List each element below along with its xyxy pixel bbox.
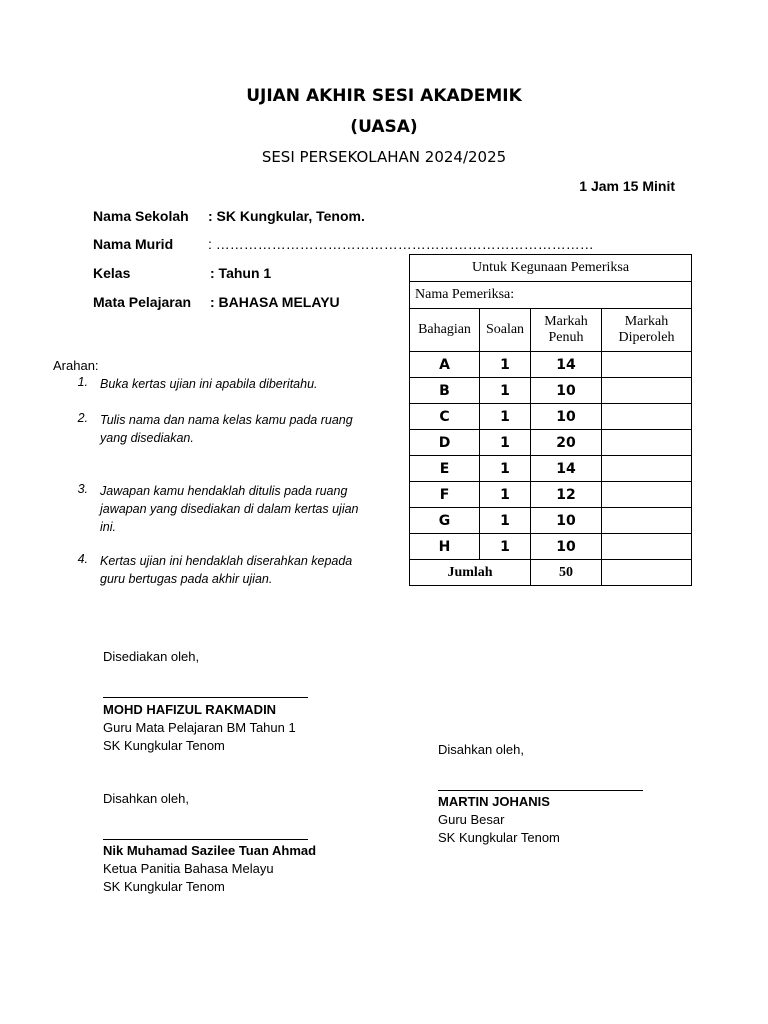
table-row bbox=[410, 378, 692, 404]
student-name-field[interactable]: : ……………………………………………………………………… bbox=[208, 236, 594, 252]
marks-obtained-cell[interactable] bbox=[602, 378, 692, 404]
table-row bbox=[410, 482, 692, 508]
section-cell: D bbox=[410, 430, 480, 456]
total-marks-obtained[interactable] bbox=[602, 560, 692, 586]
exam-subtitle: (UASA) bbox=[350, 117, 418, 137]
full-marks-cell: 10 bbox=[531, 404, 602, 430]
section-cell: G bbox=[410, 508, 480, 534]
section-cell: E bbox=[410, 456, 480, 482]
section-cell: H bbox=[410, 534, 480, 560]
examiner-table-title: Untuk Kegunaan Pemeriksa bbox=[410, 255, 692, 282]
headmaster-heading: Disahkan oleh, bbox=[438, 742, 524, 757]
examiner-name-field[interactable]: Nama Pemeriksa: bbox=[410, 282, 692, 309]
verified-by-org: SK Kungkular Tenom bbox=[103, 879, 225, 894]
instruction-number: 3. bbox=[77, 482, 88, 496]
school-value: : SK Kungkular, Tenom. bbox=[208, 208, 365, 224]
question-cell: 1 bbox=[480, 482, 531, 508]
class-label: Kelas bbox=[93, 265, 131, 281]
examiner-marks-table bbox=[409, 254, 692, 586]
marks-obtained-cell[interactable] bbox=[602, 352, 692, 378]
instruction-item: Tulis nama dan nama kelas kamu pada ruang yang disediakan. bbox=[100, 413, 353, 445]
full-marks-cell: 14 bbox=[531, 352, 602, 378]
question-cell: 1 bbox=[480, 534, 531, 560]
headmaster-org: SK Kungkular Tenom bbox=[438, 830, 560, 845]
full-marks-cell: 10 bbox=[531, 378, 602, 404]
table-row bbox=[410, 534, 692, 560]
instruction-number: 2. bbox=[77, 411, 88, 425]
full-marks-cell: 12 bbox=[531, 482, 602, 508]
exam-title: UJIAN AKHIR SESI AKADEMIK bbox=[246, 86, 522, 106]
marks-obtained-cell[interactable] bbox=[602, 404, 692, 430]
section-cell: A bbox=[410, 352, 480, 378]
question-cell: 1 bbox=[480, 404, 531, 430]
full-marks-cell: 14 bbox=[531, 456, 602, 482]
column-header-full-marks: Markah Penuh bbox=[531, 309, 602, 352]
prepared-by-heading: Disediakan oleh, bbox=[103, 649, 200, 664]
session-label: SESI PERSEKOLAHAN 2024/2025 bbox=[261, 148, 507, 166]
instruction-item: Jawapan kamu hendaklah ditulis pada ruang jawapan yang disediakan di dalam kertas ujian ini. bbox=[100, 484, 359, 534]
question-cell: 1 bbox=[480, 378, 531, 404]
column-header-section: Bahagian bbox=[410, 309, 480, 352]
verified-by-role: Ketua Panitia Bahasa Melayu bbox=[103, 861, 274, 876]
marks-obtained-cell[interactable] bbox=[602, 508, 692, 534]
column-header-question: Soalan bbox=[480, 309, 531, 352]
exam-duration: 1 Jam 15 Minit bbox=[579, 178, 675, 194]
headmaster-signature-line bbox=[438, 790, 643, 791]
question-cell: 1 bbox=[480, 456, 531, 482]
subject-value: : BAHASA MELAYU bbox=[210, 294, 340, 310]
section-cell: C bbox=[410, 404, 480, 430]
instruction-item: Buka kertas ujian ini apabila diberitahu. bbox=[100, 377, 318, 391]
instructions-heading: Arahan: bbox=[53, 358, 99, 373]
question-cell: 1 bbox=[480, 508, 531, 534]
column-header-marks-obtained: Markah Diperoleh bbox=[602, 309, 692, 352]
marks-obtained-cell[interactable] bbox=[602, 430, 692, 456]
full-marks-cell: 20 bbox=[531, 430, 602, 456]
table-row bbox=[410, 352, 692, 378]
total-row bbox=[410, 560, 692, 586]
section-cell: F bbox=[410, 482, 480, 508]
verified-by-signature-line bbox=[103, 839, 308, 840]
total-full-marks: 50 bbox=[531, 560, 602, 586]
marks-obtained-cell[interactable] bbox=[602, 534, 692, 560]
prepared-by-name: MOHD HAFIZUL RAKMADIN bbox=[103, 702, 277, 717]
table-row bbox=[410, 404, 692, 430]
subject-label: Mata Pelajaran bbox=[93, 294, 192, 310]
instruction-number: 4. bbox=[77, 552, 88, 566]
prepared-by-signature-line bbox=[103, 697, 308, 698]
prepared-by-role: Guru Mata Pelajaran BM Tahun 1 bbox=[103, 720, 296, 735]
marks-obtained-cell[interactable] bbox=[602, 456, 692, 482]
full-marks-cell: 10 bbox=[531, 534, 602, 560]
instruction-number: 1. bbox=[77, 375, 88, 389]
instruction-item: Kertas ujian ini hendaklah diserahkan kepada guru bertugas pada akhir ujian. bbox=[100, 554, 353, 586]
section-cell: B bbox=[410, 378, 480, 404]
question-cell: 1 bbox=[480, 430, 531, 456]
school-label: Nama Sekolah bbox=[93, 208, 189, 224]
student-label: Nama Murid bbox=[93, 236, 174, 252]
question-cell: 1 bbox=[480, 352, 531, 378]
total-label: Jumlah bbox=[410, 560, 531, 586]
full-marks-cell: 10 bbox=[531, 508, 602, 534]
prepared-by-org: SK Kungkular Tenom bbox=[103, 738, 225, 753]
table-row bbox=[410, 456, 692, 482]
table-row bbox=[410, 430, 692, 456]
headmaster-role: Guru Besar bbox=[438, 812, 505, 827]
table-row bbox=[410, 508, 692, 534]
marks-obtained-cell[interactable] bbox=[602, 482, 692, 508]
class-value: : Tahun 1 bbox=[210, 265, 272, 281]
verified-by-name: Nik Muhamad Sazilee Tuan Ahmad bbox=[103, 843, 317, 858]
verified-by-heading: Disahkan oleh, bbox=[103, 791, 189, 806]
headmaster-name: MARTIN JOHANIS bbox=[438, 794, 550, 809]
